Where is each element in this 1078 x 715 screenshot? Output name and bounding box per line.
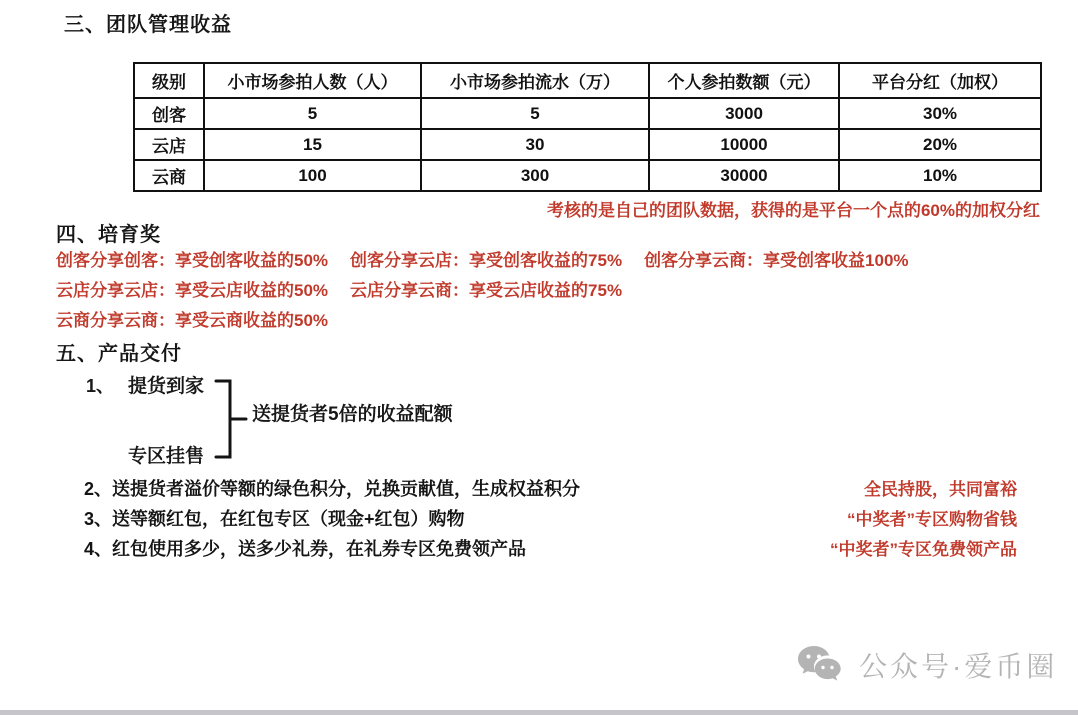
table-cell-level: 创客 xyxy=(134,98,204,129)
cultivation-rule: 创客分享云商：享受创客收益100% xyxy=(644,251,909,270)
section-4-title: 四、培育奖 xyxy=(56,224,161,246)
table-cell: 30000 xyxy=(649,160,839,191)
table-cell: 300 xyxy=(421,160,649,191)
table-cell: 10% xyxy=(839,160,1041,191)
delivery-option-home: 提货到家 xyxy=(128,376,205,397)
table-cell: 15 xyxy=(204,129,421,160)
delivery-item: 2、送提货者溢价等额的绿色积分，兑换贡献值，生成权益积分 xyxy=(84,479,581,499)
table-header-row xyxy=(134,63,1041,98)
brace-connector-icon xyxy=(214,377,248,461)
delivery-item: 4、红包使用多少，送多少礼券，在礼券专区免费领产品 xyxy=(84,539,527,559)
wechat-icon xyxy=(797,645,845,685)
red-slogan: 全民持股，共同富裕 xyxy=(864,480,1017,499)
delivery-items-list xyxy=(84,474,580,564)
red-slogan: “中奖者”专区购物省钱 xyxy=(847,510,1017,529)
section-5-title: 五、产品交付 xyxy=(56,343,182,365)
cultivation-rule: 创客分享创客：享受创客收益的50% xyxy=(56,251,329,270)
cultivation-rule: 云店分享云商：享受云店收益的75% xyxy=(350,281,623,300)
table-header-cell: 个人参拍数额（元） xyxy=(649,63,839,98)
table-cell: 5 xyxy=(204,98,421,129)
table-header-cell: 小市场参拍人数（人） xyxy=(204,63,421,98)
section-3-title: 三、团队管理收益 xyxy=(64,14,232,36)
table-cell: 30 xyxy=(421,129,649,160)
red-slogans xyxy=(830,475,1017,565)
cultivation-line xyxy=(56,276,909,306)
cultivation-reward-lines xyxy=(56,246,909,336)
delivery-item: 3、送等额红包，在红包专区（现金+红包）购物 xyxy=(84,509,465,529)
cultivation-line xyxy=(56,306,909,336)
cultivation-rule: 云商分享云商：享受云商收益的50% xyxy=(56,311,329,330)
table-note: 考核的是自己的团队数据，获得的是平台一个点的60%的加权分红 xyxy=(546,201,1040,220)
table-header-cell: 小市场参拍流水（万） xyxy=(421,63,649,98)
table-row xyxy=(134,98,1041,129)
table-header-cell: 级别 xyxy=(134,63,204,98)
cultivation-line xyxy=(56,246,909,276)
table-row xyxy=(134,129,1041,160)
table-cell: 20% xyxy=(839,129,1041,160)
table-row xyxy=(134,160,1041,191)
watermark xyxy=(797,645,1057,685)
watermark-text: 公众号·爱币圈 xyxy=(859,651,1058,682)
table-header-cell: 平台分红（加权） xyxy=(839,63,1041,98)
cultivation-rule: 创客分享云店：享受创客收益的75% xyxy=(350,251,623,270)
table-cell: 100 xyxy=(204,160,421,191)
red-slogan: “中奖者”专区免费领产品 xyxy=(830,540,1017,559)
table-cell: 5 xyxy=(421,98,649,129)
team-income-table xyxy=(133,62,1042,192)
bottom-strip xyxy=(0,710,1078,715)
delivery-item-1-number: 1、 xyxy=(86,376,115,396)
table-cell-level: 云商 xyxy=(134,160,204,191)
table-cell: 30% xyxy=(839,98,1041,129)
table-cell-level: 云店 xyxy=(134,129,204,160)
delivery-option-listing: 专区挂售 xyxy=(128,446,205,467)
table-cell: 3000 xyxy=(649,98,839,129)
cultivation-rule: 云店分享云店：享受云店收益的50% xyxy=(56,281,329,300)
delivery-brace-note: 送提货者5倍的收益配额 xyxy=(252,404,453,425)
table-cell: 10000 xyxy=(649,129,839,160)
